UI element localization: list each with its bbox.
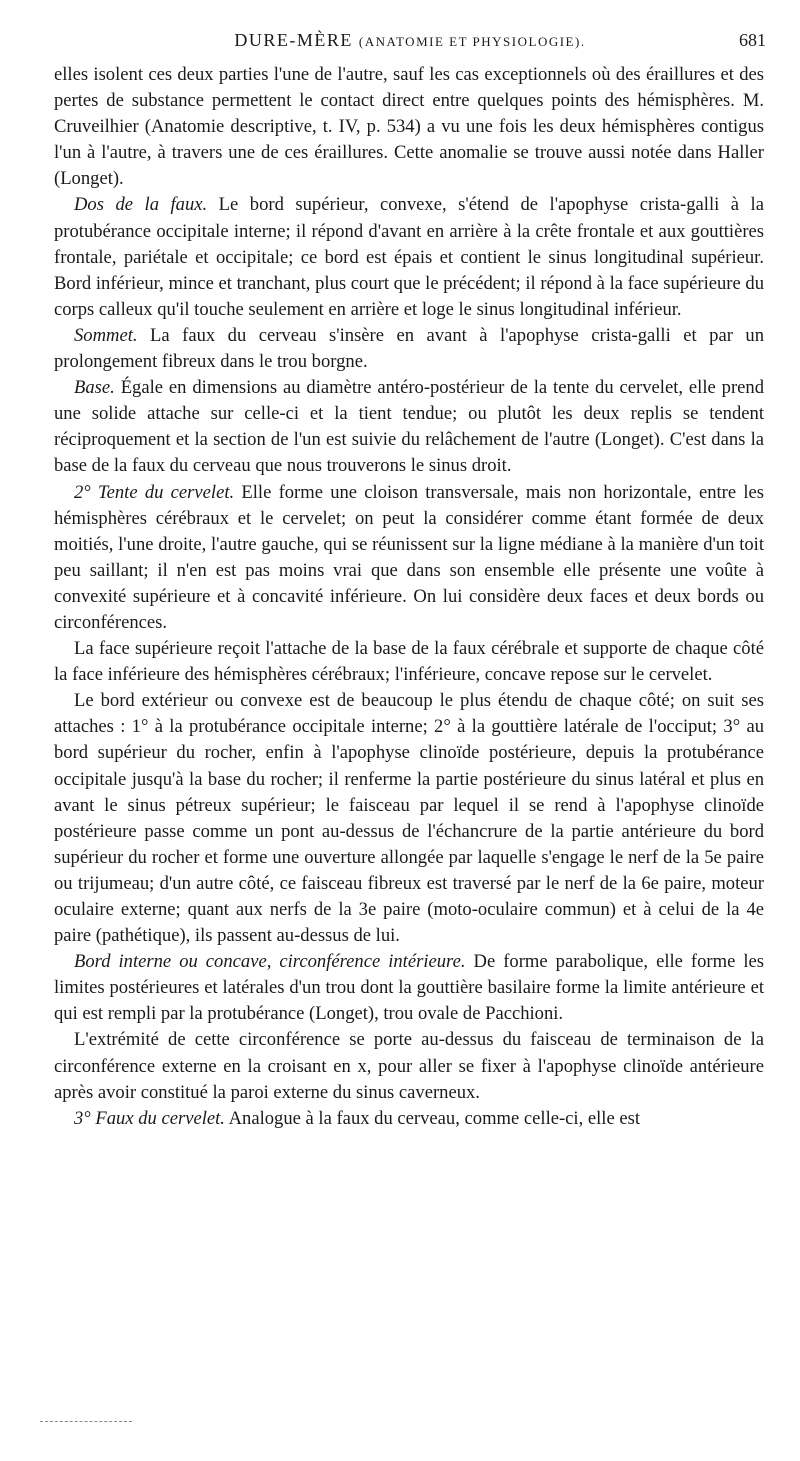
page-header — [54, 30, 766, 58]
paragraph-bord-interne — [54, 949, 764, 1027]
paragraph-sommet — [54, 323, 764, 375]
paragraph-bord-exterieur — [54, 688, 764, 949]
page-number: 681 — [739, 30, 766, 50]
paragraph-2-lead: Dos de la faux. — [74, 194, 208, 216]
footer-rule — [40, 1421, 132, 1422]
paragraph-4-text: Égale en dimensions au diamètre antéro-postérieur de la tente du cervelet, elle prend une solide attache sur celle-ci et la tient tendue; ou plutôt les deux replis se tendent réciproquement et la section de l'un est suivie du relâchement de l'autre (Longet). C'est dans la base de la faux du cerveau que nous trouverons le sinus droit. — [54, 377, 764, 477]
paragraph-7-text: Le bord extérieur ou convexe est de beaucoup le plus étendu de chaque côté; on suit ses attaches : 1° à la protubérance occipitale interne; 2° à la gouttière latérale de l'occiput; 3° au bord supérieur du rocher, enfin à l'apophyse clinoïde postérieure, depuis la protubérance occipitale jusqu'à la base du rocher; il renferme la partie postérieure du sinus latéral et plus en avant le sinus pétreux supérieur; le faisceau par lequel il se rend à l'apophyse clinoïde postérieure passe comme un pont au-dessus de l'échancrure de la partie antérieure du bord supérieur du rocher et forme une ouverture allongée par laquelle s'engage le nerf de la 5e paire ou trijumeau; d'un autre côté, ce faisceau fibreux est traversé par le nerf de la 6e paire, moteur oculaire externe; quant aux nerfs de la 3e paire (moto-oculaire commun) et à celui de la 4e paire (pathétique), ils passent au-dessus de lui. — [54, 690, 764, 947]
paragraph-1 — [54, 62, 764, 192]
running-title: DURE-MÈRE — [234, 30, 353, 50]
paragraph-10-lead: 3° Faux du cervelet. — [74, 1107, 225, 1129]
body-text — [54, 62, 764, 1132]
paragraph-3-text: La faux du cerveau s'insère en avant à l'apophyse crista-galli et par un prolongement fibreux dans le trou borgne. — [54, 324, 764, 373]
paragraph-extremite — [54, 1027, 764, 1105]
paragraph-9-text: L'extrémité de cette circonférence se porte au-dessus du faisceau de terminaison de la circonférence externe en la croisant en x, pour aller se fixer à l'apophyse clinoïde antérieure après avoir constitué la paroi externe du sinus caverneux. — [54, 1029, 764, 1103]
paragraph-tente-du-cervelet — [54, 480, 764, 637]
paragraph-face-superieure — [54, 636, 764, 688]
paragraph-8-lead: Bord interne ou concave, circonférence intérieure. — [74, 951, 466, 973]
paragraph-5-lead: 2° Tente du cervelet. — [74, 481, 235, 503]
paragraph-6-text: La face supérieure reçoit l'attache de la base de la faux cérébrale et supporte de chaque côté la face inférieure des hémisphères cérébraux; l'inférieure, concave repose sur le cervelet. — [54, 638, 764, 686]
paragraph-4-lead: Base. — [74, 377, 115, 399]
running-subtitle: (ANATOMIE ET PHYSIOLOGIE). — [358, 34, 586, 49]
paragraph-5-text: Elle forme une cloison transversale, mais non horizontale, entre les hémisphères cérébraux et le cervelet; on peut la considérer comme étant formée de deux moitiés, l'une droite, l'autre gauche, qui se réunissent sur la ligne médiane à la manière d'un toit peu saillant; il n'en est pas moins vrai que dans son ensemble elle présente une voûte à convexité supérieure et à concavité inférieure. On lui considère deux faces et deux bords ou circonférences. — [54, 481, 764, 633]
paragraph-faux-du-cervelet — [54, 1106, 764, 1132]
paragraph-dos-de-la-faux — [54, 192, 764, 322]
paragraph-8-text: De forme parabolique, elle forme les limites postérieures et latérales d'un trou dont la gouttière basilaire forme la limite antérieure et qui est rempli par la protubérance (Longet), trou ovale de Pacchioni. — [54, 951, 764, 1025]
paragraph-2-text: Le bord supérieur, convexe, s'étend de l'apophyse crista-galli à la protubérance occipitale interne; il répond d'avant en arrière à la crête frontale et aux gouttières frontale, pariétale et occipitale; ce bord est épais et contient le sinus longitudinal supérieur. Bord inférieur, mince et tranchant, plus court que le précédent; il répond à la face supérieure du corps calleux qu'il touche seulement en arrière et loge le sinus longitudinal inférieur. — [54, 194, 764, 320]
paragraph-3-lead: Sommet. — [74, 324, 138, 346]
paragraph-1-text: elles isolent ces deux parties l'une de l'autre, sauf les cas exceptionnels où des éraillures et des pertes de substance permettent le contact direct entre quelques points des hémisphères. M. Cruveilhier (Anatomie descriptive, t. IV, p. 534) a vu une fois les deux hémisphères contigus l'un à l'autre, à travers une de ces éraillures. Cette anomalie se trouve aussi notée dans Haller (Longet). — [54, 64, 764, 190]
paragraph-10-text: Analogue à la faux du cerveau, comme celle-ci, elle est — [224, 1107, 641, 1129]
paragraph-base — [54, 375, 764, 479]
running-head — [54, 30, 766, 51]
